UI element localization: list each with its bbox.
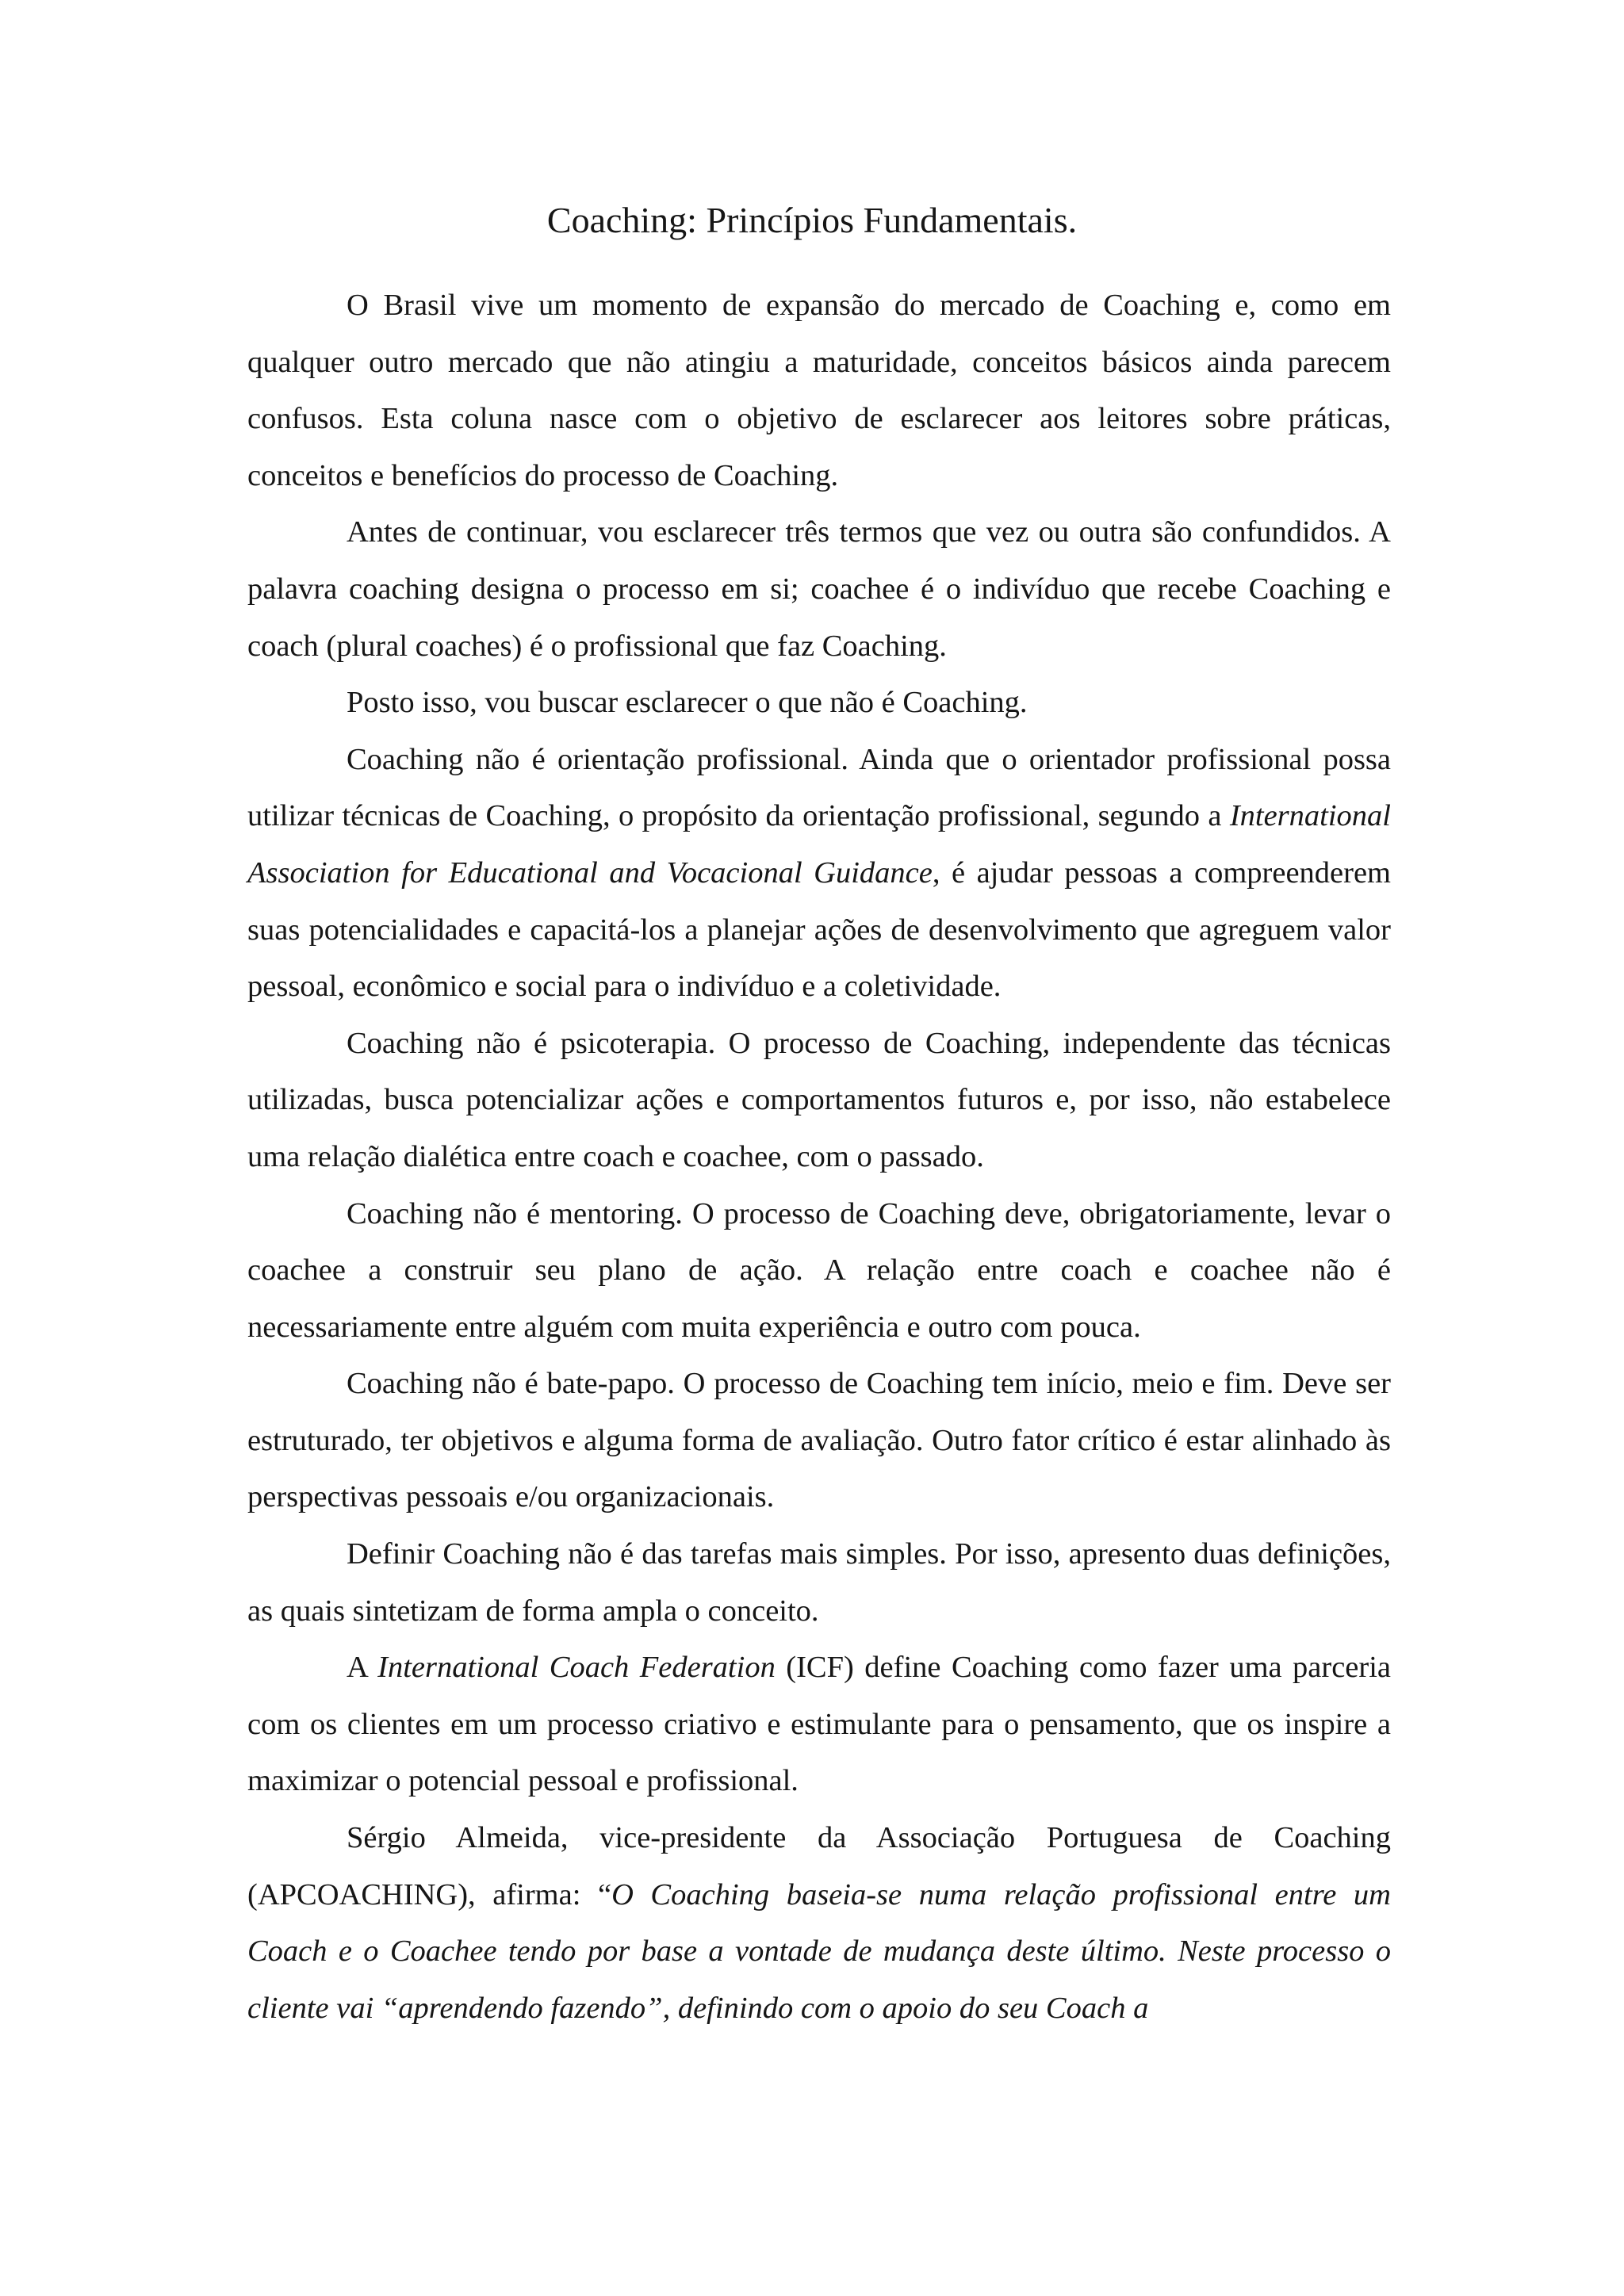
paragraph-text: Coaching não é orientação profissional. Ainda que o orientador profissional possa utilizar técnicas de Coaching, o propósito da orientação profissional, segundo a: [247, 742, 1391, 833]
paragraph-mentoring: Coaching não é mentoring. O processo de Coaching deve, obrigatoriamente, levar o coachee a construir seu plano de ação. A relação entre coach e coachee não é necessariamente entre alguém com muita experiência e outro com pouca.: [247, 1196, 1391, 1344]
paragraph-text: , é ajudar pessoas a compreenderem suas potencialidades e capacitá-los a planejar ações de desenvolvimento que agreguem valor pessoal, econômico e social para o indivíduo e a coletividade.: [247, 855, 1391, 1004]
paragraph-termos: Antes de continuar, vou esclarecer três termos que vez ou outra são confundidos. A palavra coaching designa o processo em si; coachee é o indivíduo que recebe Coaching e coach (plural coaches) é o profissional que faz Coaching.: [247, 515, 1391, 663]
paragraph-orientacao-profissional: [247, 732, 1391, 1016]
paragraph-icf: [247, 1640, 1391, 1810]
paragraph-italic-text: International Coach Federation: [377, 1651, 776, 1685]
paragraph-text: Sérgio Almeida, vice-presidente da Associação Portuguesa de Coaching (APCOACHING), afirma: “: [247, 1821, 1391, 1911]
paragraph-psicoterapia: Coaching não é psicoterapia. O processo de Coaching, independente das técnicas utilizadas, busca potencializar ações e comportamentos futuros e, por isso, não estabelece uma relação dialética entre coach e coachee, com o passado.: [247, 1026, 1391, 1173]
paragraph-posto-isso: Posto isso, vou buscar esclarecer o que não é Coaching.: [347, 686, 1028, 720]
paragraph-text: (ICF) define Coaching como fazer uma parceria com os clientes em um processo criativo e estimulante para o pensamento, que os inspire a maximizar o potencial pessoal e profissional.: [247, 1651, 1391, 1798]
paragraph-mercado-coaching: O Brasil vive um momento de expansão do mercado de Coaching e, como em qualquer outro mercado que não atingiu a maturidade, conceitos básicos ainda parecem confusos. Esta coluna nasce com o objetivo de esclarecer aos leitores sobre práticas, conceitos e benefícios do processo de Coaching.: [247, 289, 1391, 492]
document-title: Coaching: Princípios Fundamentais.: [546, 200, 1078, 240]
paragraph-apcoaching: [247, 1810, 1391, 2037]
paragraph-definir-coaching: Definir Coaching não é das tarefas mais simples. Por isso, apresento duas definições, as quais sintetizam de forma ampla o conceito.: [247, 1537, 1391, 1628]
paragraph-text: A: [347, 1651, 378, 1685]
document-body: [247, 277, 1391, 2037]
paragraph-italic-quote: O Coaching baseia-se numa relação profissional entre um Coach e o Coachee tendo por base a vontade de mudança deste último. Neste processo o cliente vai “aprendendo fazendo”, definindo com o apoio do seu Coach a: [247, 1877, 1391, 2025]
paragraph-italic-text: International Association for Educational and Vocacional Guidance: [247, 799, 1391, 890]
paragraph-bate-papo: Coaching não é bate-papo. O processo de Coaching tem início, meio e fim. Deve ser estruturado, ter objetivos e alguma forma de avaliação. Outro fator crítico é estar alinhado às perspectivas pessoais e/ou organizacionais.: [247, 1367, 1391, 1514]
